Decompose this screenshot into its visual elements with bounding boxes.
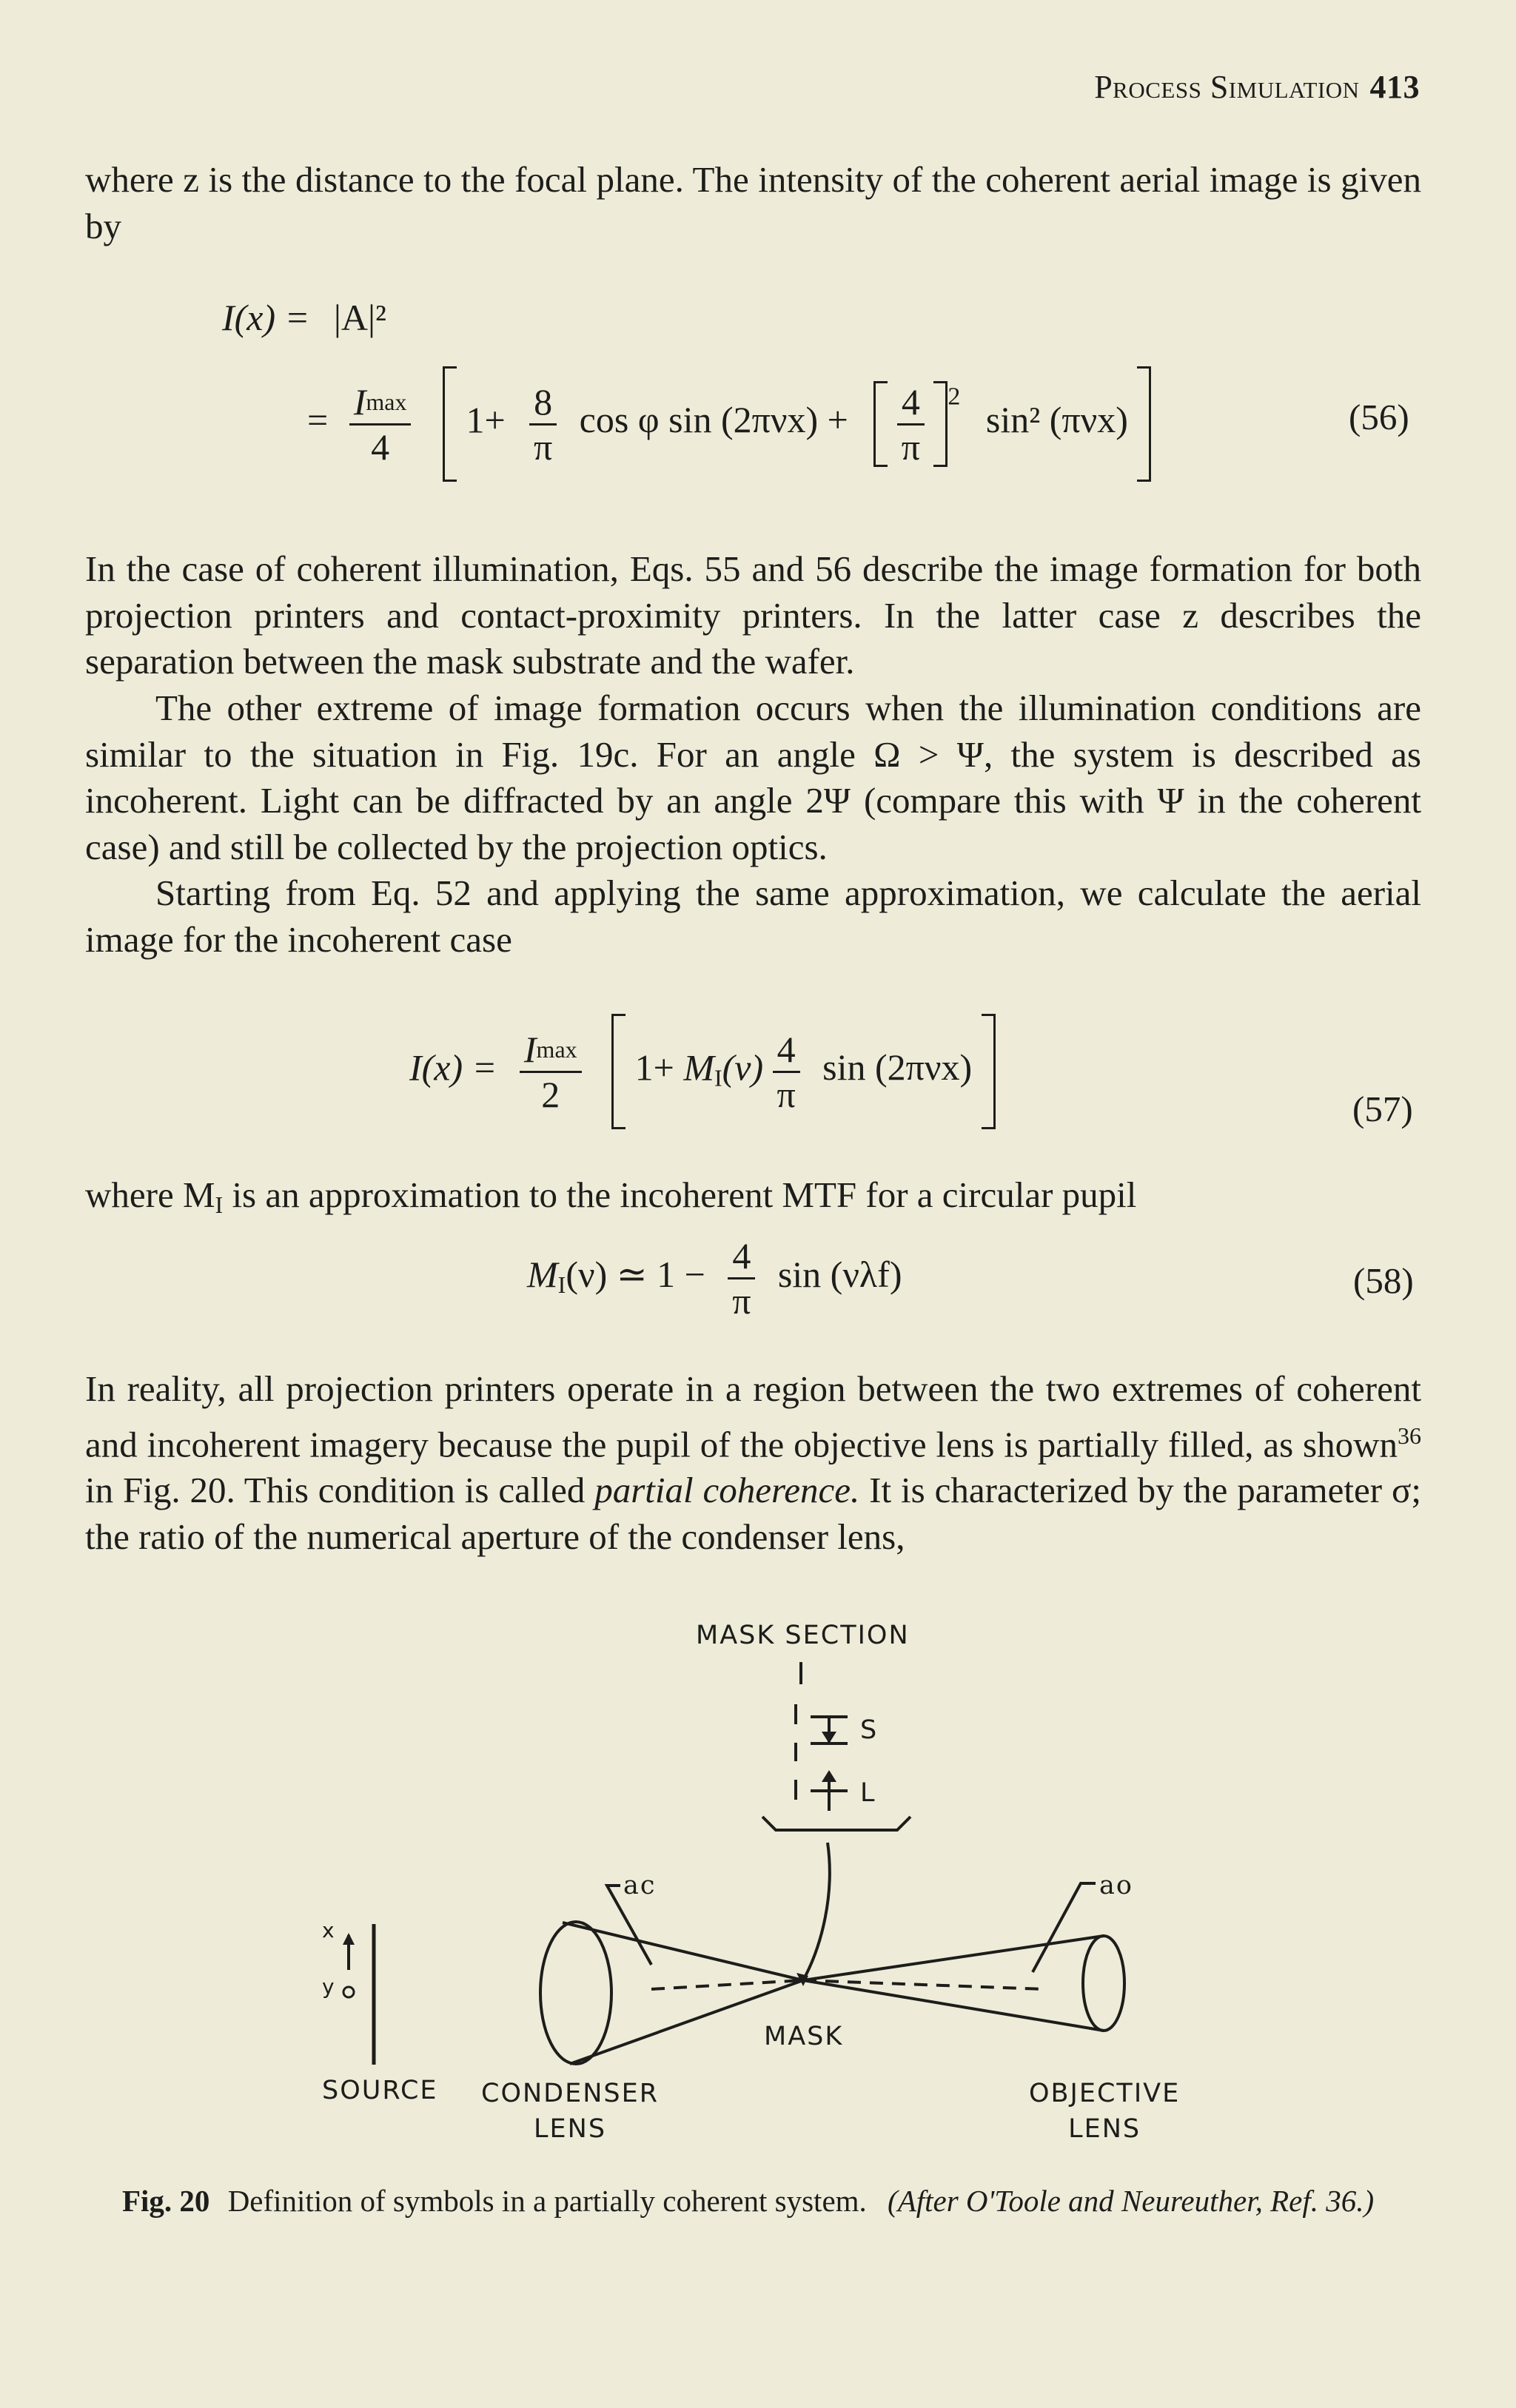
eq57-lhs: I(x) = — [409, 1046, 497, 1089]
equation-57: I(x) = $\frac{Imax}{2}$ $1+ M_I(\nu)$ $\frac{4}{\pi}$ sin (2πνx) — [409, 1014, 996, 1129]
eq57-one-plus: 1+ — [634, 1046, 674, 1089]
figure-caption — [122, 2183, 1374, 2219]
eq58-lhs: M — [527, 1253, 558, 1295]
eq56-square: 2 — [948, 383, 961, 411]
paragraph-5: where $M_I$ is an approximation to the incoherent MTF for a circular pupil — [85, 1174, 1137, 1218]
caption-source: (After O'Toole and Neureuther, Ref. 36.) — [888, 2184, 1375, 2218]
objective-lens-shape — [1083, 1936, 1124, 2031]
mask-pointer — [803, 1843, 830, 1980]
ao-label: ao — [1099, 1871, 1133, 1900]
eq57-sin-term: sin (2πνx) — [822, 1046, 973, 1089]
eq56-abs: |A|² — [333, 297, 387, 338]
paragraph-6: In reality, all projection printers operate in a region between the two extremes of coherent and incoherent imagery because the pupil of the objective lens is partially filled, as shown$^{36}$ in Fig. 20. This condition is called partial coherence. It is characterized by the parameter σ; the ratio of the numerical aperture of the condenser lens, — [85, 1368, 1422, 1557]
eq58-lhs-arg: (ν) ≃ 1 − — [566, 1253, 705, 1295]
eq56-one-plus: 1+ — [466, 399, 506, 441]
equation-57-number: (57) — [1352, 1089, 1413, 1129]
equation-58: $M_I(\nu)$ ≃ 1 − $\frac{4}{\pi}$ sin (νλf) — [527, 1235, 902, 1322]
mask-label: MASK — [764, 2022, 844, 2051]
objective-lens-label: OBJECTIVE LENS — [1029, 2079, 1181, 2144]
paragraph-2: In the case of coherent illumination, Eqs. 55 and 56 describe the image formation for both projection printers and contact-proximity printers. In the latter case z describes the separation between the mask substrate and the wafer. — [85, 548, 1421, 682]
eq56-sin2-term: sin² (πνx) — [985, 399, 1128, 441]
eq58-4-over-pi: $\frac{4}{\pi}$ — [728, 1234, 755, 1322]
page-number: 413 — [1369, 69, 1420, 105]
condenser-lens-shape — [540, 1922, 611, 2064]
mask-section-label: MASK SECTION — [696, 1621, 910, 1650]
caption-text: Definition of symbols in a partially coherent system. — [227, 2184, 867, 2218]
paragraph-3: The other extreme of image formation occurs when the illumination conditions are similar to the situation in Fig. 19c. For an angle Ω > Ψ, the system is described as incoherent. Light can be diffracted by an angle 2Ψ (compare this with Ψ in the coherent case) and still be collected by the projection optics. — [85, 687, 1421, 867]
y-axis-origin — [343, 1987, 354, 1997]
y-axis-label: y — [322, 1974, 336, 1999]
l-arrow-head — [822, 1770, 836, 1782]
eq57-imax-fraction: $\frac{Imax}{2}$ — [520, 1028, 582, 1116]
x-axis-arrow-head — [343, 1933, 355, 1945]
equation-56-number: (56) — [1349, 397, 1409, 437]
optical-axis-right — [803, 1980, 1044, 1989]
source-label: SOURCE — [322, 2076, 438, 2105]
l-label: L — [860, 1778, 876, 1808]
eq57-mi-arg: (ν) — [722, 1046, 764, 1089]
eq57-4-over-pi: $\frac{4}{\pi}$ — [773, 1028, 800, 1116]
s-label: S — [860, 1715, 879, 1745]
eq56-lhs: I(x) = — [222, 297, 310, 338]
equation-58-number: (58) — [1353, 1260, 1414, 1301]
objective-ray-bottom — [803, 1980, 1104, 2031]
eq56-cos-term: cos φ sin (2πνx) + — [579, 399, 848, 441]
running-title: Process Simulation — [1094, 69, 1360, 105]
eq56-8-over-pi: $\frac{8}{\pi}$ — [529, 380, 557, 468]
figure-number: Fig. 20 — [122, 2184, 210, 2218]
eq57-mi: M — [683, 1046, 714, 1089]
eq56-4-over-pi: $\frac{4}{\pi}$ — [897, 380, 925, 468]
eq58-sin-term: sin (νλf) — [777, 1253, 902, 1295]
paragraph-1: where z is the distance to the focal plane. The intensity of the coherent aerial image is given by — [85, 159, 1421, 246]
paragraph-4: Starting from Eq. 52 and applying the same approximation, we calculate the aerial image for the incoherent case — [85, 872, 1421, 960]
mask-bracket — [762, 1817, 910, 1830]
ac-label: ac — [623, 1871, 657, 1900]
eq56-equals: = — [307, 399, 329, 441]
condenser-lens-label: CONDENSER LENS — [481, 2079, 660, 2144]
x-axis-label: x — [322, 1918, 336, 1943]
objective-ray-top — [803, 1936, 1104, 1980]
condenser-ray-top — [563, 1923, 803, 1980]
s-arrow-head — [822, 1732, 836, 1743]
eq56-imax-fraction: $\frac{Imax}{4}$ — [349, 380, 412, 468]
